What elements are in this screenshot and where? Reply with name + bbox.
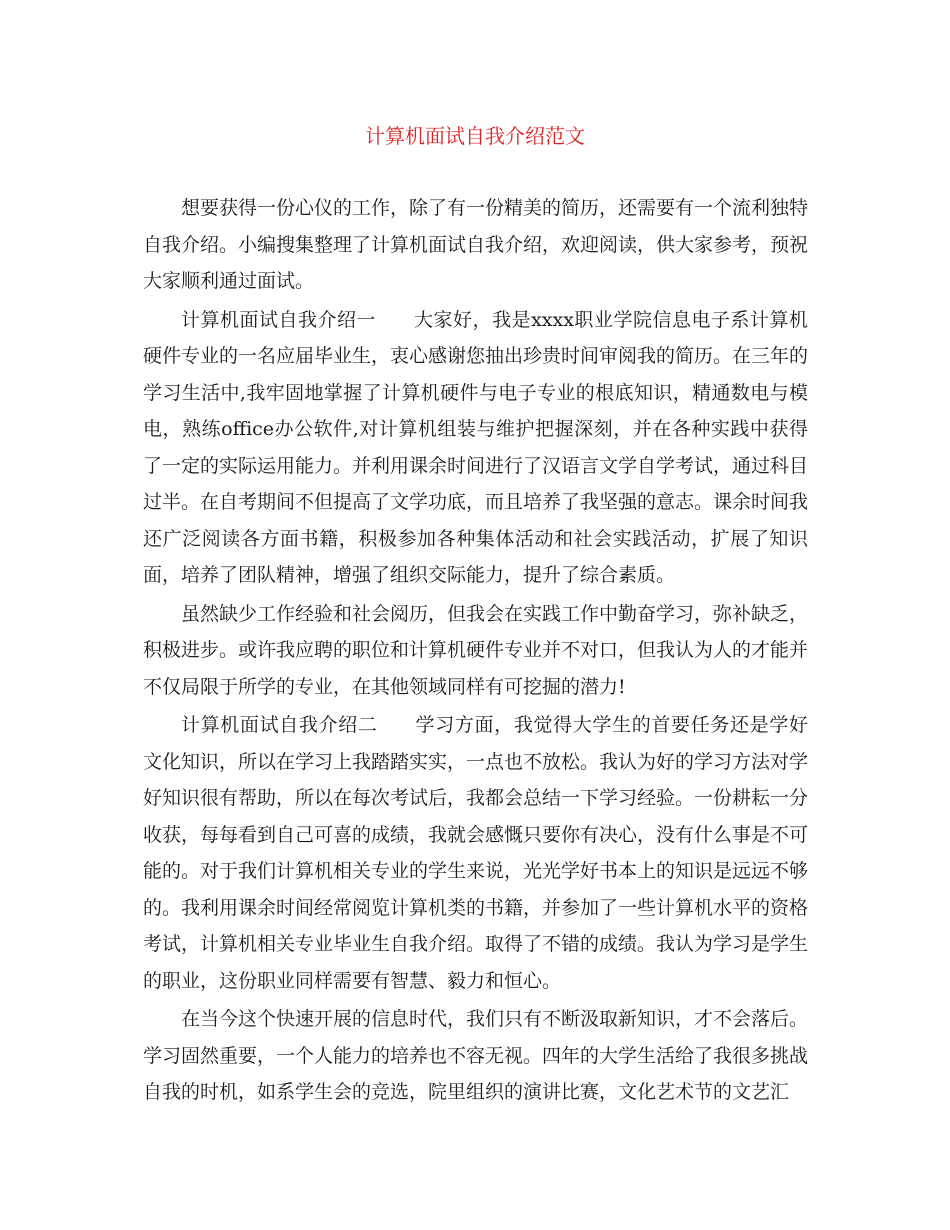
paragraph-text: 大家好，我是xxxx职业学院信息电子系计算机硬件专业的一名应届毕业生，衷心感谢您抽出珍贵时间审阅我的简历。在三年的学习生活中,我牢固地掌握了计算机硬件与电子专业的根底知识，精通数电与模电，熟练office办公软件,对计算机组装与维护把握深刻，并在各种实践中获得了一定的实际运用能力。并利用课余时间进行了汉语言文学自学考试，通过科目过半。在自考期间不但提高了文学功底，而且培养了我坚强的意志。课余时间我还广泛阅读各方面书籍，积极参加各种集体活动和社会实践活动，扩展了知识面，培养了团队精神，增强了组织交际能力，提升了综合素质。 [143, 308, 809, 586]
paragraph-text: 想要获得一份心仪的工作，除了有一份精美的简历，还需要有一个流利独特自我介绍。小编搜集整理了计算机面试自我介绍，欢迎阅读，供大家参考，预祝大家顺利通过面试。 [143, 197, 809, 292]
paragraph-sample-two [143, 707, 808, 999]
document-body [143, 190, 808, 1113]
paragraph-text: 学习方面，我觉得大学生的首要任务还是学好文化知识，所以在学习上我踏踏实实，一点也不放松。我认为好的学习方法对学好知识很有帮助，所以在每次考试后，我都会总结一下学习经验。一份耕耘一分收获，每每看到自己可喜的成绩，我就会感慨只要你有决心，没有什么事是不可能的。对于我们计算机相关专业的学生来说，光光学好书本上的知识是远远不够的。我利用课余时间经常阅览计算机类的书籍，并参加了一些计算机水平的资格考试，计算机相关专业毕业生自我介绍。取得了不错的成绩。我认为学习是学生的职业，这份职业同样需要有智慧、毅力和恒心。 [143, 714, 809, 992]
page-title: 计算机面试自我介绍范文 [365, 124, 585, 148]
paragraph-experience [143, 596, 808, 706]
section-heading: 计算机面试自我介绍二 [181, 714, 378, 736]
paragraph-information-age [143, 1001, 808, 1111]
paragraph-intro [143, 190, 808, 300]
paragraph-text: 虽然缺少工作经验和社会阅历，但我会在实践工作中勤奋学习，弥补缺乏，积极进步。或许我应聘的职位和计算机硬件专业并不对口，但我认为人的才能并不仅局限于所学的专业，在其他领域同样有可挖掘的潜力! [143, 602, 809, 698]
section-heading: 计算机面试自我介绍一 [181, 308, 377, 331]
paragraph-sample-one [143, 302, 808, 594]
paragraph-text: 在当今这个快速开展的信息时代，我们只有不断汲取新知识，才不会落后。学习固然重要，一个人能力的培养也不容无视。四年的大学生活给了我很多挑战自我的时机，如系学生会的竞选，院里组织的演讲比赛，文化艺术节的文艺汇 [143, 1008, 809, 1103]
